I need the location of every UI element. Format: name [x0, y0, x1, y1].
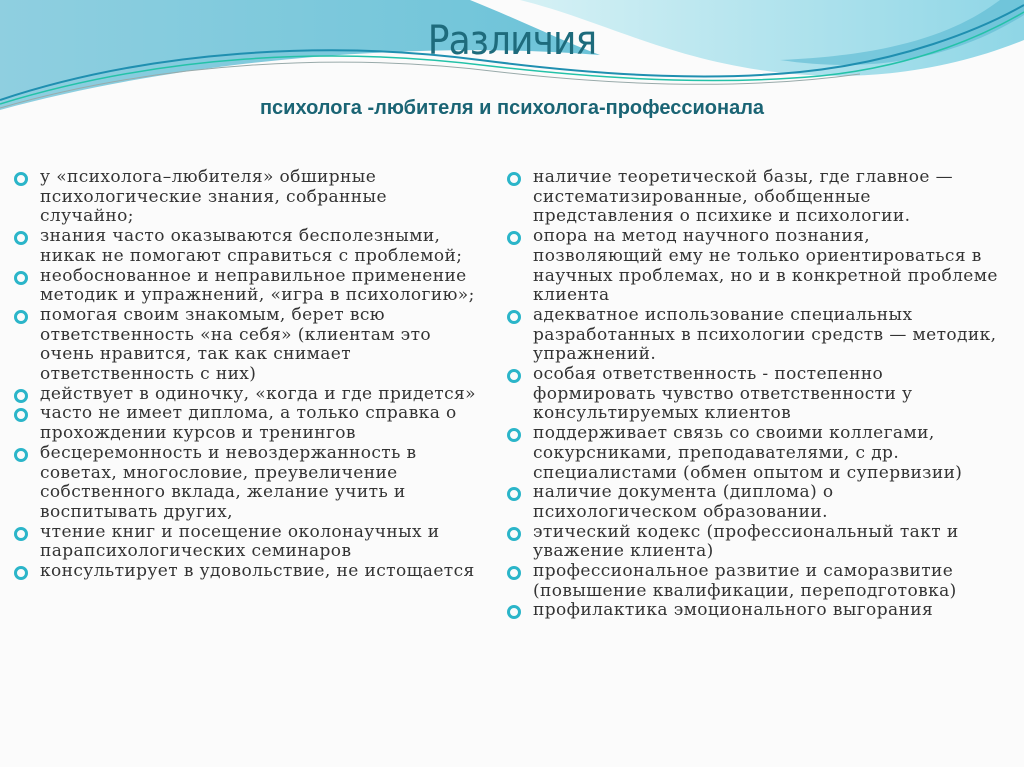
circle-bullet-icon: [14, 310, 28, 324]
list-item-text: опора на метод научного познания, позволяющий ему не только ориентироваться в научных проблемах, но и в конкретной проблеме клиента: [533, 226, 998, 306]
circle-bullet-icon: [507, 369, 521, 383]
circle-bullet-icon: [14, 527, 28, 541]
list-item-text: профилактика эмоционального выгорания: [533, 600, 934, 621]
list-item-text: профессиональное развитие и саморазвитие (повышение квалификации, переподготовка): [533, 561, 957, 601]
list-item: [507, 523, 998, 562]
list-item-text: особая ответственность - постепенно формировать чувство ответственности у консультируемых клиентов: [533, 364, 913, 424]
circle-bullet-icon: [507, 172, 521, 186]
list-item: [507, 601, 998, 621]
list-item-text: необоснованное и неправильное применение методик и упражнений, «игра в психологию»;: [40, 265, 475, 306]
list-item-text: бесцеремонность и невоздержанность в советах, многословие, преувеличение собственного вклада, желание учить и воспитывать других,: [40, 442, 417, 522]
circle-bullet-icon: [507, 527, 521, 541]
list-item: [14, 227, 476, 266]
list-item-text: наличие теоретической базы, где главное — систематизированные, обобщенные представления о психике и психологии.: [533, 167, 954, 227]
slide-subtitle: психолога -любителя и психолога-профессионала: [259, 97, 765, 119]
list-item: [14, 404, 476, 443]
list-item: [507, 483, 998, 522]
list-item: [14, 306, 476, 385]
list-item-text: помогая своим знакомым, берет всю ответственность «на себя» (клиентам это очень нравится, так как снимает ответственность с них): [40, 304, 432, 385]
list-item-text: консультирует в удовольствие, не истощается: [40, 561, 475, 582]
list-item: [14, 523, 476, 562]
circle-bullet-icon: [14, 271, 28, 285]
circle-bullet-icon: [507, 605, 521, 619]
list-item: [507, 365, 998, 424]
list-item: [14, 267, 476, 306]
list-item: [507, 306, 998, 365]
circle-bullet-icon: [14, 408, 28, 422]
list-item-text: наличие документа (диплома) о психологическом образовании.: [533, 482, 834, 522]
list-item-text: поддерживает связь со своими коллегами, сокурсниками, преподавателями, с др. специалистами (обмен опытом и супервизии): [533, 423, 963, 483]
circle-bullet-icon: [14, 389, 28, 403]
list-item: [507, 424, 998, 483]
circle-bullet-icon: [14, 231, 28, 245]
list-item: [14, 385, 476, 405]
list-item: [507, 168, 998, 227]
list-item: [14, 562, 476, 582]
circle-bullet-icon: [507, 566, 521, 580]
slide-title: Различия: [427, 18, 597, 64]
list-item: [507, 562, 998, 601]
list-item-text: у «психолога–любителя» обширные психологические знания, собранные случайно;: [40, 167, 387, 227]
list-item-text: этический кодекс (профессиональный такт и уважение клиента): [533, 521, 959, 562]
circle-bullet-icon: [507, 428, 521, 442]
list-item-text: действует в одиночку, «когда и где придется»: [40, 383, 476, 404]
circle-bullet-icon: [14, 448, 28, 462]
circle-bullet-icon: [507, 231, 521, 245]
list-item: [507, 227, 998, 306]
list-item: [14, 444, 476, 523]
list-item-text: чтение книг и посещение околонаучных и парапсихологических семинаров: [40, 521, 440, 562]
list-item: [14, 168, 476, 227]
circle-bullet-icon: [14, 566, 28, 580]
professional-list: [507, 168, 998, 621]
circle-bullet-icon: [507, 487, 521, 501]
list-item-text: знания часто оказываются бесполезными, никак не помогают справиться с проблемой;: [40, 226, 463, 266]
amateur-list: [14, 168, 476, 582]
list-item-text: часто не имеет диплома, а только справка о прохождении курсов и тренингов: [40, 403, 457, 444]
circle-bullet-icon: [14, 172, 28, 186]
list-item-text: адекватное использование специальных разработанных в психологии средств — методик, упражнений.: [533, 304, 997, 365]
circle-bullet-icon: [507, 310, 521, 324]
